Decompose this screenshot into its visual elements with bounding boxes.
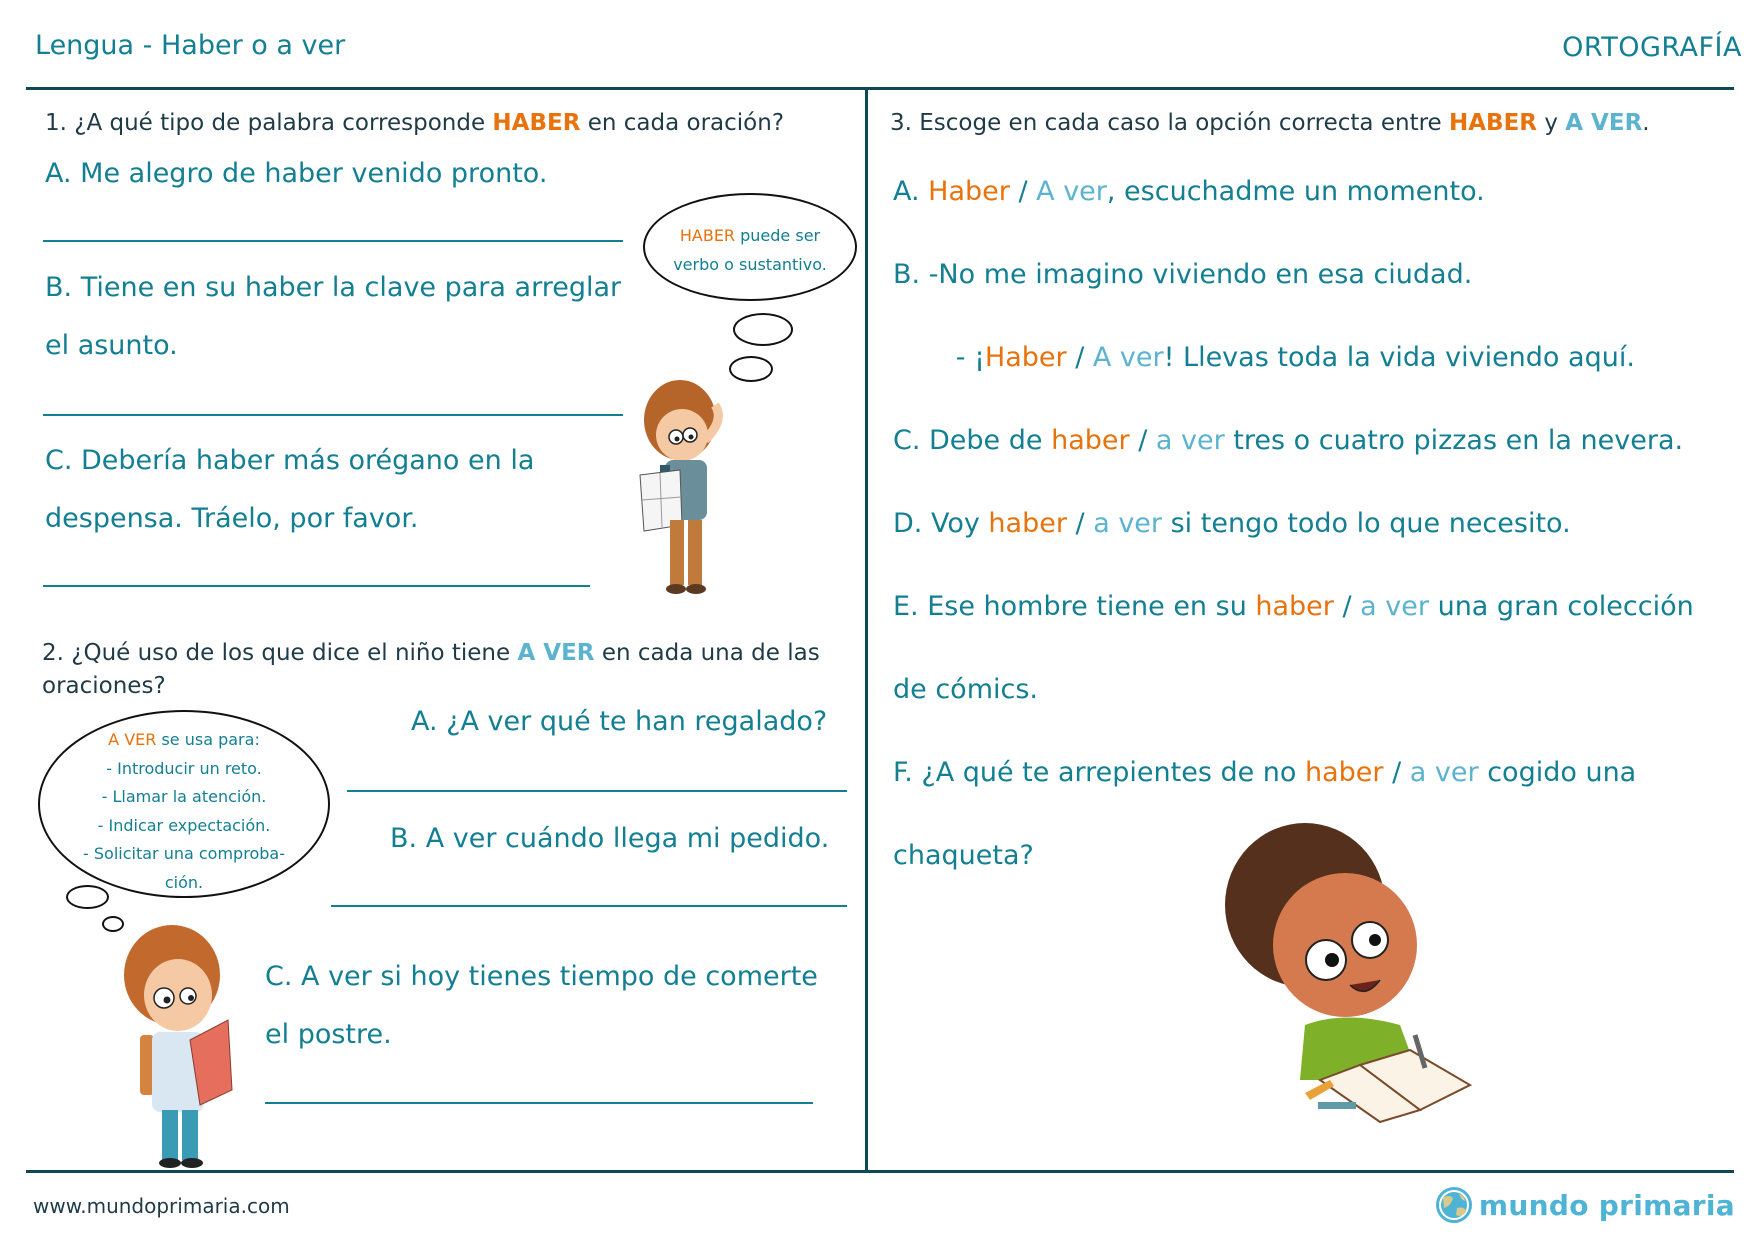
boy-book-illustration [100,920,265,1170]
option-a-ver[interactable]: a ver [1409,757,1479,788]
header-divider [26,87,1734,90]
option-a-ver[interactable]: A ver [1092,342,1164,373]
q3-item-b: B. -No me imagino viviendo en esa ciudad. [893,259,1473,290]
brand-logo[interactable] [1435,1186,1735,1224]
subject-label: ORTOGRAFÍA [1562,32,1742,63]
q3-item-f-cont: chaqueta? [893,840,1034,871]
q2-answer-line-c[interactable] [265,1102,813,1104]
q3-item-f: F. ¿A qué te arrepientes de no haber / a ver cogido una [893,757,1637,788]
option-haber[interactable]: Haber [984,342,1067,373]
option-a-ver[interactable]: A ver [1036,176,1107,207]
question-1-title: 1. ¿A qué tipo de palabra corresponde HABER en cada oración? [45,110,785,136]
q2-sentence-c: C. A ver si hoy tienes tiempo de comerte [265,961,818,992]
use-item: - Introducir un reto. [106,758,262,778]
use-item: - Solicitar una comproba- [83,844,285,863]
q1-sentence-c: C. Debería haber más orégano en la [45,445,535,476]
question-2-title-cont: oraciones? [42,673,166,699]
a-ver-uses-bubble: A VER se usa para: - Introducir un reto. - Llamar la atención. - Indicar expectación. - Solicitar una comproba- ción. [38,710,330,898]
q3-item-b-reply: - ¡Haber / A ver! Llevas toda la vida viviendo aquí. [930,342,1635,373]
keyword-a-ver: A VER [1565,110,1643,136]
q3-item-d: D. Voy haber / a ver si tengo todo lo que necesito. [893,508,1571,539]
option-a-ver[interactable]: a ver [1360,591,1429,622]
column-divider [865,88,868,1172]
q2-sentence-c-cont: el postre. [265,1019,392,1050]
option-haber[interactable]: haber [1305,757,1384,788]
keyword-haber: HABER [1449,110,1538,136]
q1-answer-line-b[interactable] [43,414,623,416]
use-item: - Indicar expectación. [97,815,271,835]
option-haber[interactable]: haber [988,508,1067,539]
boy-map-illustration [630,375,750,605]
q3-item-a: A. Haber / A ver, escuchadme un momento. [893,176,1485,207]
globe-icon [1435,1186,1473,1224]
q3-item-e-cont: de cómics. [893,674,1038,705]
footer-divider [26,1170,1734,1173]
q1-sentence-b: B. Tiene en su haber la clave para arreglar [45,272,622,303]
q2-answer-line-b[interactable] [331,905,847,907]
q3-item-c: C. Debe de haber / a ver tres o cuatro pizzas en la nevera. [893,425,1684,456]
boy-writing-illustration [1210,810,1520,1130]
q1-sentence-c-cont: despensa. Tráelo, por favor. [45,503,419,534]
use-item: ción. [164,872,204,892]
thought-puff [733,313,793,346]
logo-text: mundo primaria [1478,1188,1735,1222]
option-a-ver[interactable]: a ver [1093,508,1163,539]
thought-puff [66,885,109,909]
q1-sentence-a: A. Me alegro de haber venido pronto. [45,158,548,189]
haber-hint-bubble: HABER puede ser verbo o sustantivo. [643,193,857,301]
question-2-title: 2. ¿Qué uso de los que dice el niño tiene A VER en cada una de las [42,640,820,666]
q3-item-e: E. Ese hombre tiene en su haber / a ver una gran colección [893,591,1694,622]
option-haber[interactable]: Haber [928,176,1010,207]
q1-sentence-b-cont: el asunto. [45,330,178,361]
keyword-a-ver: A VER [517,640,595,666]
question-3-title: 3. Escoge en cada caso la opción correcta entre HABER y A VER. [890,110,1650,136]
q1-answer-line-a[interactable] [43,240,623,242]
q1-answer-line-c[interactable] [43,585,590,587]
keyword-haber: HABER [492,110,581,136]
worksheet-title: Lengua - Haber o a ver [35,30,346,61]
option-haber[interactable]: haber [1051,425,1130,456]
option-a-ver[interactable]: a ver [1155,425,1225,456]
use-item: - Llamar la atención. [101,787,267,806]
q2-answer-line-a[interactable] [347,790,847,792]
q2-sentence-b: B. A ver cuándo llega mi pedido. [390,823,830,854]
q2-sentence-a: A. ¿A ver qué te han regalado? [411,706,828,737]
website-url[interactable]: www.mundoprimaria.com [33,1194,290,1218]
option-haber[interactable]: haber [1255,591,1334,622]
